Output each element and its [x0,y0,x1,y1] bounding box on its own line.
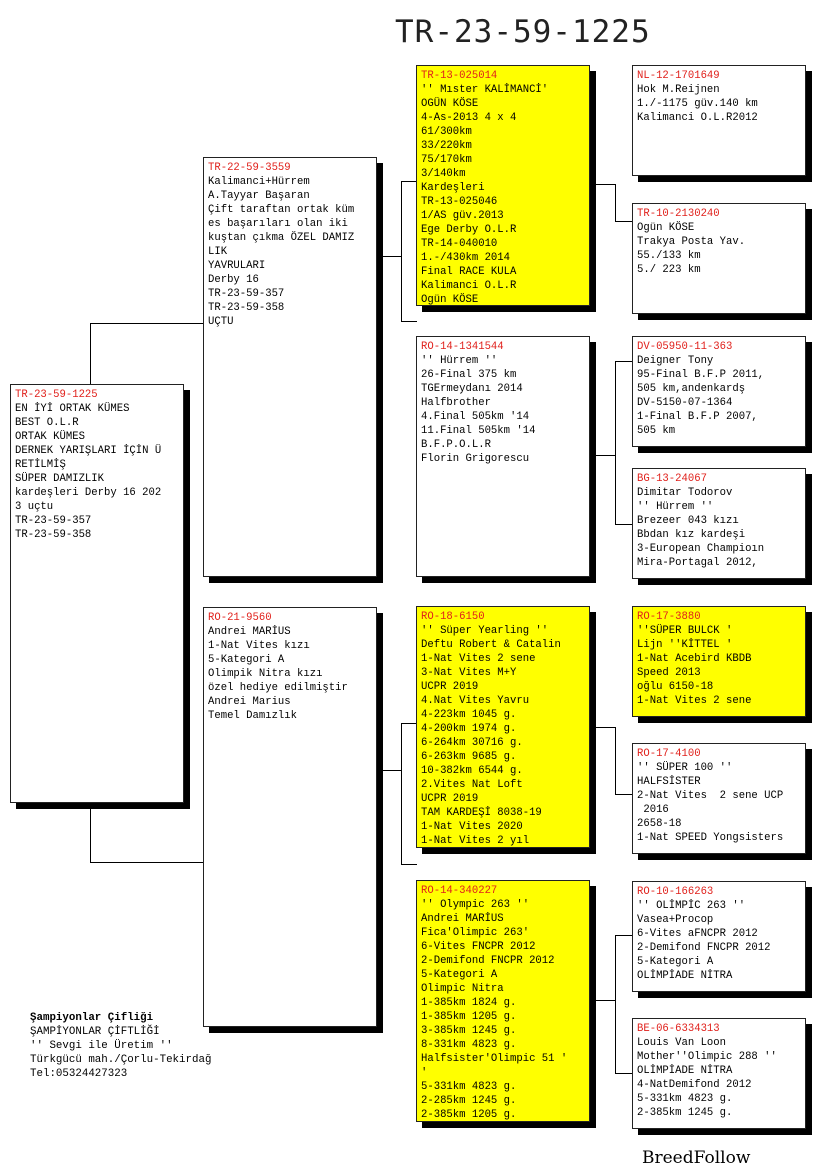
pigeon-info-line: 75/170km [421,154,472,166]
pigeon-info-line: RETİLMİŞ [15,459,66,471]
pigeon-info-line: 1-Nat Vites 2 yıl [421,835,530,847]
pigeon-info-line: 1-Nat SPEED Yongsisters [637,832,784,844]
connector [401,181,402,321]
connector [615,361,633,362]
ring-number: RO-10-166263 [637,886,714,898]
pigeon-info-line: 2658-18 [637,818,682,830]
pigeon-info-line: 505 km [637,425,676,437]
pigeon-info-line: OGÜN KÖSE [421,98,479,110]
pigeon-info-line: Andrei MARİUS [208,626,291,638]
pigeon-info-line: 4.Nat Vites Yavru [421,695,530,707]
connector [90,323,91,385]
pigeon-info-line: 33/220km [421,140,472,152]
pigeon-info-line: 3/140km [421,168,466,180]
connector [401,864,417,865]
pigeon-info-line: kuştan çıkma ÖZEL DAMIZ [208,232,355,244]
pigeon-info-line: Ogün KÖSE [637,222,695,234]
pigeon-info-line: 10-382km 6544 g. [421,765,523,777]
connector [589,184,615,185]
ring-number: BG-13-24067 [637,473,707,485]
pigeon-card-ggp-4[interactable] [632,468,806,579]
pigeon-info-line: B.F.P.O.L.R [421,439,491,451]
pigeon-info-line: Ogün KÖSE [421,294,479,306]
pigeon-info-line: OLİMPİADE NİTRA [637,970,733,982]
ring-number: RO-21-9560 [208,612,272,624]
pigeon-info-line: TR-23-59-358 [208,302,285,314]
pigeon-info-line: DV-5150-07-1364 [637,397,733,409]
breeder-name: Şampiyonlar Çifliği [30,1012,154,1024]
pigeon-info-line: YAVRULARI [208,260,266,272]
pigeon-info-line: Halfbrother [421,397,491,409]
pigeon-info-line: DERNEK YARIŞLARI İÇİN Ü [15,445,162,457]
pigeon-info-line: 3 uçtu [15,501,54,513]
pigeon-info-line: UÇTU [208,316,234,328]
ring-number: TR-10-2130240 [637,208,720,220]
pigeon-info-line: 4-NatDemifond 2012 [637,1079,752,1091]
pigeon-info-line: 6-Vites FNCPR 2012 [421,941,536,953]
connector [589,1000,615,1001]
pigeon-card-ggp-7[interactable] [632,881,806,992]
pigeon-info-line: 1-385km 1205 g. [421,1011,517,1023]
pigeon-info-line: Kalimanci O.L.R [421,280,517,292]
pigeon-info-line: 2.Vites Nat Loft [421,779,523,791]
connector [90,809,91,862]
pigeon-info-line: Halfsister'Olimpic 51 ' [421,1053,568,1065]
pigeon-info-line: Louis Van Loon [637,1037,727,1049]
breeder-slogan: '' Sevgi ile Üretim '' [30,1040,173,1052]
pigeon-info-line: Speed 2013 [637,667,701,679]
connector [615,184,616,221]
pigeon-info-line: '' Hürrem '' [421,355,498,367]
pigeon-info-line: Kalimanci O.L.R2012 [637,112,758,124]
pigeon-info-line: TAM KARDEŞİ 8038-19 [421,807,542,819]
pigeon-card-dam-dam[interactable] [416,880,590,1122]
pigeon-info-line: TR-23-59-357 [15,515,92,527]
pigeon-info-line: Fica'Olimpic 263' [421,927,530,939]
pedigree-title: TR-23-59-1225 [395,14,651,50]
connector [401,321,417,322]
connector [90,862,205,863]
pigeon-info-line: LIK [208,246,228,258]
ring-number: RO-14-1341544 [421,341,504,353]
pigeon-card-ggp-8[interactable] [632,1018,806,1129]
pigeon-info-line: SÜPER DAMIZLIK [15,473,105,485]
pigeon-info-line: 4-As-2013 4 x 4 [421,112,517,124]
ring-number: TR-13-025014 [421,70,498,82]
breeder-phone: Tel:05324427323 [30,1068,128,1080]
breeder-farm: ŞAMPİYONLAR ÇİFTLİĞİ [30,1026,160,1038]
pigeon-info-line: Mira-Portagal 2012, [637,557,758,569]
pigeon-info-line: 6-263km 9685 g. [421,751,517,763]
connector [615,221,633,222]
pigeon-card-sire[interactable] [203,157,377,577]
pigeon-info-line: Lijn ''KİTTEL ' [637,639,733,651]
pigeon-info-line: Brezeer 043 kızı [637,515,739,527]
pigeon-info-line: ''SÜPER BULCK ' [637,625,733,637]
pigeon-info-line: Andrei MARİUS [421,913,504,925]
pigeon-info-line: 1/AS güv.2013 [421,210,504,222]
pigeon-info-line: '' SÜPER 100 '' [637,762,733,774]
pigeon-info-line: 6-264km 30716 g. [421,737,523,749]
pigeon-info-line: 2-Nat Vites 2 sene UCP [637,790,784,802]
pigeon-info-line: 3-385km 1245 g. [421,1025,517,1037]
connector [401,723,402,864]
pigeon-info-line: A.Tayyar Başaran [208,190,310,202]
pigeon-info-line: 5-Kategori A [421,969,498,981]
connector [615,361,616,524]
connector [376,770,401,771]
ring-number: TR-22-59-3559 [208,162,291,174]
pigeon-info-line: 26-Final 375 km [421,369,517,381]
pigeon-info-line: 8-331km 4823 g. [421,1039,517,1051]
pigeon-info-line: Derby 16 [208,274,259,286]
pigeon-info-line: es başarıları olan iki [208,218,348,230]
ring-number: BE-06-6334313 [637,1023,720,1035]
pigeon-info-line: 4-200km 1974 g. [421,723,517,735]
pigeon-info-line: ORTAK KÜMES [15,431,85,443]
pigeon-info-line: Hok M.Reijnen [637,84,720,96]
pigeon-info-line: 5-Kategori A [637,956,714,968]
pigeon-info-line: TR-23-59-357 [208,288,285,300]
connector [615,524,633,525]
connector [615,727,616,794]
ring-number: DV-05950-11-363 [637,341,733,353]
pigeon-info-line: Bbdan kız kardeşi [637,529,746,541]
pigeon-card-dam[interactable] [203,607,377,1027]
pigeon-info-line: 5-331km 4823 g. [421,1081,517,1093]
pigeon-card-sire-sire[interactable] [416,65,590,306]
pigeon-info-line: OLİMPİADE NİTRA [637,1065,733,1077]
connector [90,323,205,324]
ring-number: RO-17-4100 [637,748,701,760]
ring-number: RO-18-6150 [421,611,485,623]
pigeon-card-ggp-2[interactable] [632,203,806,314]
pigeon-info-line: 1-Nat Acebird KBDB [637,653,752,665]
connector [589,455,615,456]
pigeon-info-line: 2-385km 1245 g. [637,1107,733,1119]
pigeon-card-ggp-3[interactable] [632,336,806,447]
pigeon-info-line: 2-285km 1245 g. [421,1095,517,1107]
pigeon-info-line: '' OLİMPİC 263 '' [637,900,746,912]
pigeon-info-line: 5-Kategori A [208,654,285,666]
pigeon-info-line: 95-Final B.F.P 2011, [637,369,765,381]
pigeon-info-line: '' Süper Yearling '' [421,625,549,637]
pigeon-info-line: 6-Vites aFNCPR 2012 [637,928,758,940]
pigeon-info-line: kardeşleri Derby 16 202 [15,487,162,499]
pigeon-info-line: Mother''Olimpic 288 '' [637,1051,777,1063]
pigeon-info-line: BEST O.L.R [15,417,79,429]
pigeon-info-line: Temel Damızlık [208,710,298,722]
ring-number: NL-12-1701649 [637,70,720,82]
pigeon-info-line: 505 km,andenkardş [637,383,746,395]
pigeon-card-sire-dam[interactable] [416,336,590,577]
connector [615,794,633,795]
pigeon-info-line: '' Hürrem '' [637,501,714,513]
pigeon-info-line: 1-Nat Vites 2 sene [637,695,752,707]
pigeon-info-line: 5./ 223 km [637,264,701,276]
connector [615,935,616,1073]
pigeon-info-line: 2-Demifond FNCPR 2012 [637,942,771,954]
pigeon-info-line: EN İYİ ORTAK KÜMES [15,403,130,415]
pigeon-info-line: TR-23-59-358 [15,529,92,541]
pigeon-info-line: 1-Final B.F.P 2007, [637,411,758,423]
connector [401,723,417,724]
pigeon-info-line: 61/300km [421,126,472,138]
connector [589,727,615,728]
pigeon-info-line: '' Olympic 263 '' [421,899,530,911]
pigeon-info-line: 4.Final 505km '14 [421,411,530,423]
pigeon-info-line: Florin Grigorescu [421,453,530,465]
pigeon-card-ggp-1[interactable] [632,65,806,176]
ring-number: TR-23-59-1225 [15,389,98,401]
pigeon-info-line: oğlu 6150-18 [637,681,714,693]
pigeon-info-line: 2-Demifond FNCPR 2012 [421,955,555,967]
pigeon-info-line: Deftu Robert & Catalin [421,639,561,651]
pigeon-info-line: HALFSİSTER [637,776,701,788]
pigeon-info-line: Andrei Marius [208,696,291,708]
pigeon-info-line: Deigner Tony [637,355,714,367]
pigeon-info-line: Olimpik Nitra kızı [208,668,323,680]
pigeon-info-line: Çift taraftan ortak küm [208,204,355,216]
breeder-address: Türkgücü mah./Çorlu-Tekirdağ [30,1054,212,1066]
connector [615,1073,633,1074]
breeder-info [30,1011,211,1081]
pigeon-info-line: 1-Nat Vites kızı [208,640,310,652]
pigeon-info-line: Trakya Posta Yav. [637,236,746,248]
pigeon-info-line: Olimpic Nitra [421,983,504,995]
pigeon-card-ggp-6[interactable] [632,743,806,854]
pigeon-info-line: 5-331km 4823 g. [637,1093,733,1105]
pigeon-info-line: TR-13-025046 [421,196,498,208]
pigeon-info-line: 55./133 km [637,250,701,262]
ring-number: RO-14-340227 [421,885,498,897]
pigeon-info-line: 3-European Champioın [637,543,765,555]
pigeon-info-line: UCPR 2019 [421,793,479,805]
pigeon-info-line: ' [421,1067,428,1079]
pigeon-info-line: özel hediye edilmiştir [208,682,348,694]
connector [401,181,417,182]
ring-number: RO-17-3880 [637,611,701,623]
pigeon-info-line: 1./-1175 güv.140 km [637,98,758,110]
pigeon-info-line: Kalimanci+Hürrem [208,176,310,188]
pigeon-info-line: 1-Nat Vites 2020 [421,821,523,833]
pigeon-info-line: 11.Final 505km '14 [421,425,536,437]
pigeon-info-line: 1.-/430km 2014 [421,252,511,264]
pigeon-info-line: 2016 [637,804,669,816]
pigeon-info-line: Vasea+Procop [637,914,714,926]
connector [376,256,401,257]
pigeon-info-line: 4-223km 1045 g. [421,709,517,721]
pigeon-info-line: TR-14-040010 [421,238,498,250]
pigeon-info-line: 2-385km 1205 g. [421,1109,517,1121]
brand-label: BreedFollow [642,1148,751,1168]
pigeon-card-dam-sire[interactable] [416,606,590,848]
pigeon-info-line: Final RACE KULA [421,266,517,278]
pigeon-card-ggp-5[interactable] [632,606,806,717]
pigeon-info-line: 3-Nat Vites M+Y [421,667,517,679]
pigeon-info-line: 1-385km 1824 g. [421,997,517,1009]
pigeon-info-line: Kardeşleri [421,182,485,194]
connector [615,935,633,936]
pigeon-card-subject[interactable] [10,384,184,803]
pigeon-info-line: '' Mıster KALİMANCİ' [421,84,549,96]
pigeon-info-line: Dimitar Todorov [637,487,733,499]
pigeon-info-line: 1-Nat Vites 2 sene [421,653,536,665]
pigeon-info-line: UCPR 2019 [421,681,479,693]
pigeon-info-line: TGErmeydanı 2014 [421,383,523,395]
pigeon-info-line: Ege Derby O.L.R [421,224,517,236]
